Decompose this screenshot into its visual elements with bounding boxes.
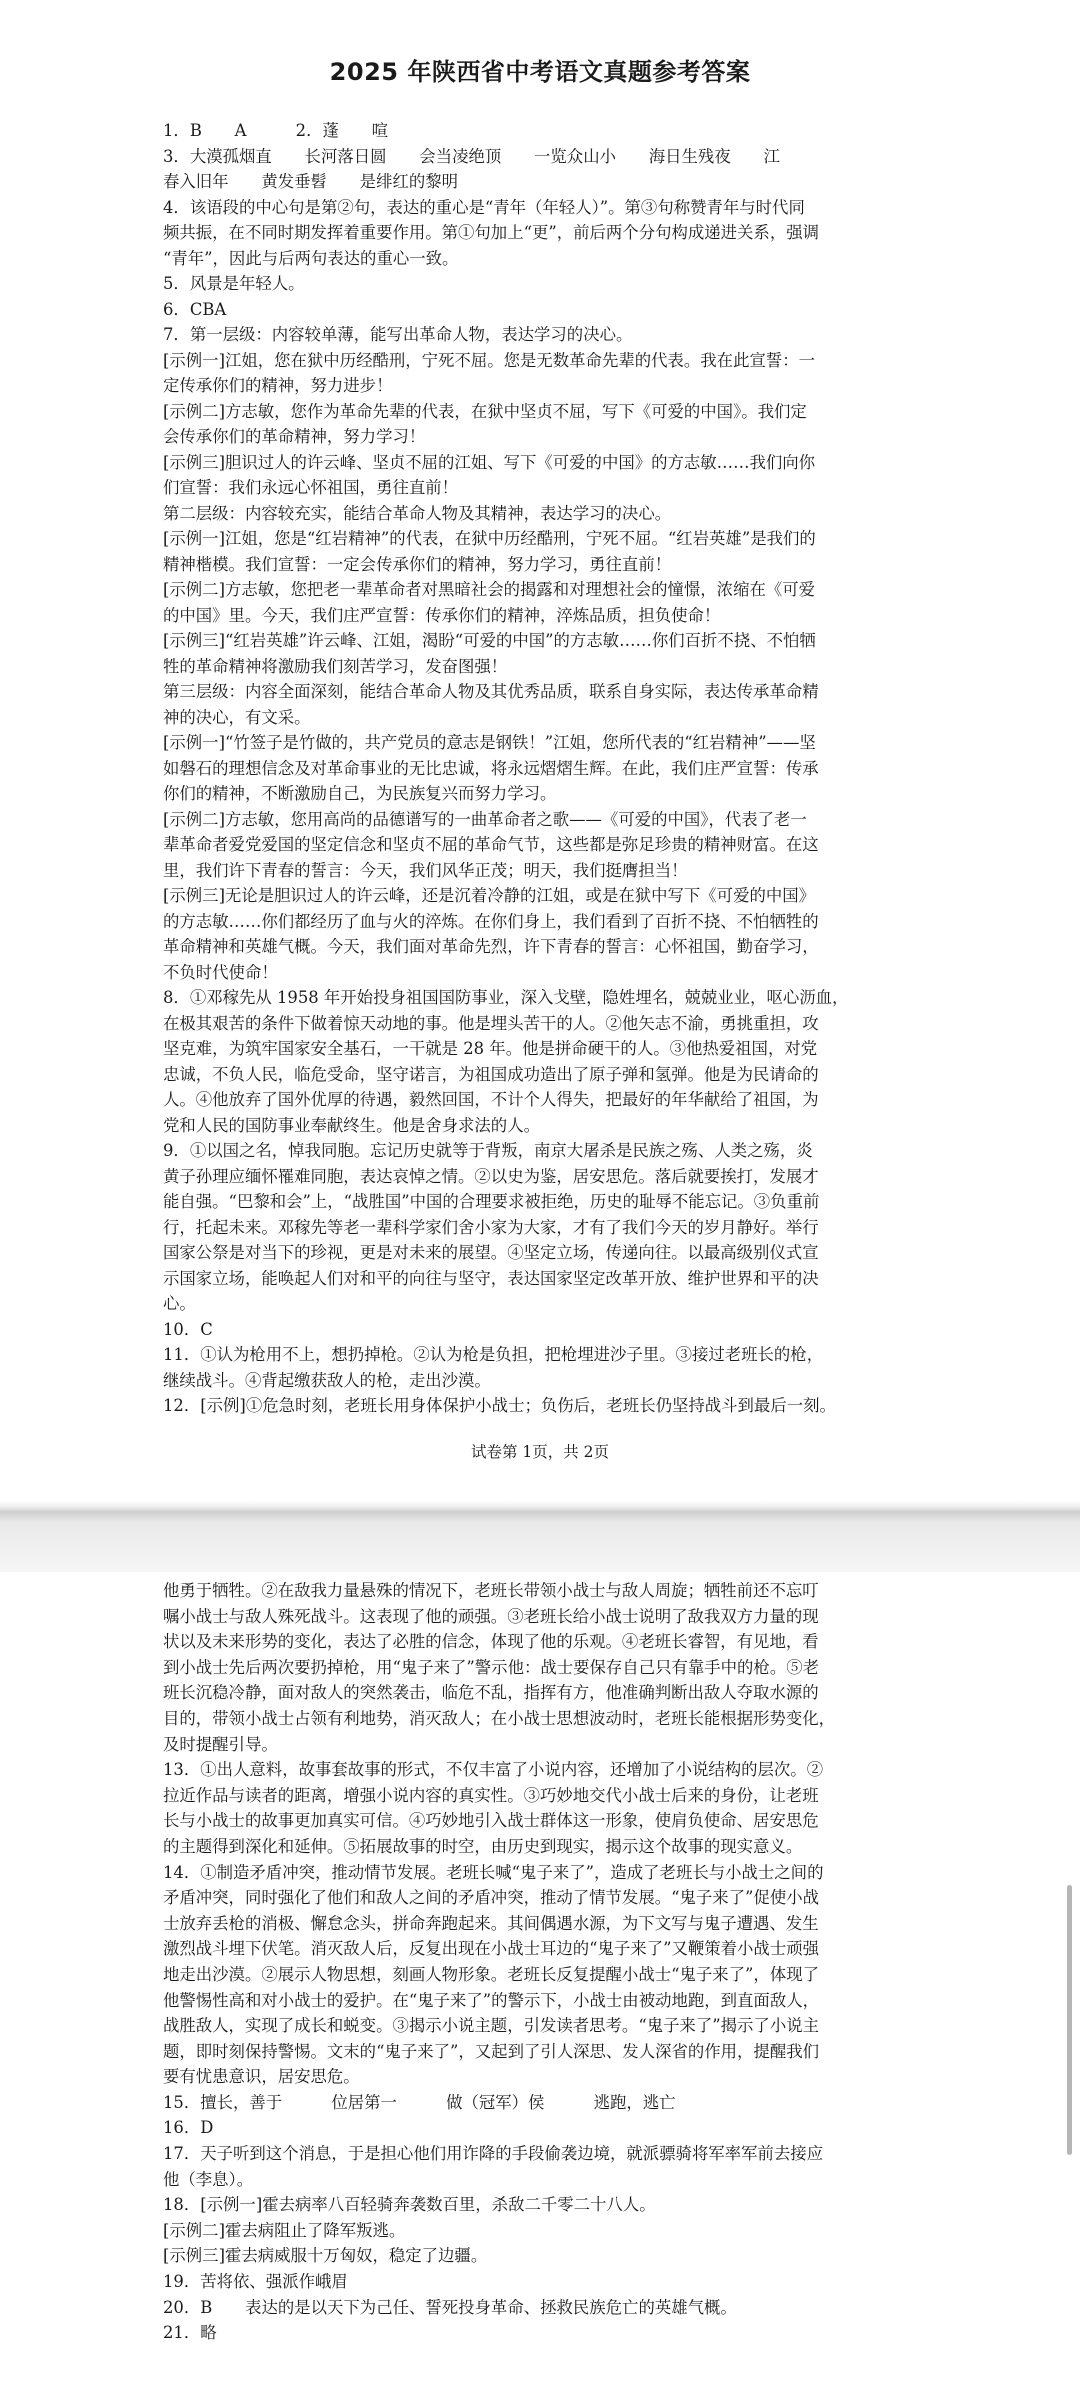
page-separator bbox=[0, 1500, 1080, 1572]
document-page-2 bbox=[0, 1572, 1080, 2396]
text-line: 人。④他放弃了国外优厚的待遇，毅然回国，不计个人得失，把最好的年华献给了祖国，为 bbox=[163, 1090, 819, 1109]
text-line: 定传承你们的精神，努力进步！ bbox=[163, 376, 393, 395]
text-line: 们宣誓：我们永远心怀祖国，勇往直前！ bbox=[163, 478, 459, 497]
text-line: [示例一]江姐，您是“红岩精神”的代表，在狱中历经酷刑，宁死不屈。“红岩英雄”是我们的 bbox=[163, 529, 816, 548]
text-line: 精神楷模。我们宣誓：一定会传承你们的精神，努力学习，勇往直前！ bbox=[163, 554, 672, 574]
text-line: 17．天子听到这个消息，于是担心他们用诈降的手段偷袭边境，就派骠骑将军率军前去接应 bbox=[163, 2144, 824, 2164]
text-line: [示例三]无论是胆识过人的许云峰，还是沉着冷静的江姐，或是在狱中写下《可爱的中国》 bbox=[163, 886, 816, 905]
text-line: 8．①邓稼先从 1958 年开始投身祖国国防事业，深入戈壁，隐姓埋名，兢兢业业，呕心沥血， bbox=[163, 988, 849, 1007]
text-line: [示例二]方志敏，您把老一辈革命者对黑暗社会的揭露和对理想社会的憧憬，浓缩在《可爱 bbox=[163, 580, 816, 599]
text-line: 21．略 bbox=[163, 2323, 217, 2343]
text-line: 班长沉稳冷静，面对敌人的突然袭击，临危不乱，指挥有方，他准确判断出敌人夺取水源的 bbox=[163, 1683, 819, 1703]
text-line: 革命精神和英雄气概。今天，我们面对革命先烈，许下青春的誓言：心怀祖国，勤奋学习， bbox=[163, 937, 819, 956]
text-line: [示例二]方志敏，您用高尚的品德谱写的一曲革命者之歌——《可爱的中国》，代表了老一 bbox=[163, 809, 807, 829]
text-line: 18．[示例一]霍去病率八百轻骑奔袭数百里，杀敌二千零二十八人。 bbox=[163, 2195, 656, 2215]
text-line: 的主题得到深化和延伸。⑤拓展故事的时空，由历史到现实，揭示这个故事的现实意义。 bbox=[163, 1836, 803, 1856]
text-line: 长与小战士的故事更加真实可信。④巧妙地引入战士群体这一形象，使肩负使命、居安思危 bbox=[163, 1811, 819, 1831]
text-line: 9．①以国之名，悼我同胞。忘记历史就等于背叛，南京大屠杀是民族之殇、人类之殇，炎 bbox=[163, 1141, 813, 1160]
text-line: 第二层级：内容较充实，能结合革命人物及其精神，表达学习的决心。 bbox=[163, 503, 672, 523]
text-line: 他警惕性高和对小战士的爱护。在“鬼子来了”的警示下，小战士由被动地跑，到直面敌人， bbox=[163, 1990, 819, 2010]
text-line: 第三层级：内容全面深刻，能结合革命人物及其优秀品质，联系自身实际，表达传承革命精 bbox=[163, 682, 819, 701]
text-line: 14．①制造矛盾冲突，推动情节发展。老班长喊“鬼子来了”，造成了老班长与小战士之间的 bbox=[163, 1862, 824, 1882]
scrollbar-thumb[interactable] bbox=[1067, 1885, 1072, 2155]
text-line: [示例三]“红岩英雄”许云峰、江姐，渴盼“可爱的中国”的方志敏……你们百折不挠、不怕牺 bbox=[163, 631, 816, 650]
text-line: 4．该语段的中心句是第②句，表达的重心是“青年（年轻人）”。第③句称赞青年与时代同 bbox=[163, 197, 805, 217]
text-line: 心。 bbox=[163, 1294, 196, 1313]
text-line: 你们的精神，不断激励自己，为民族复兴而努力学习。 bbox=[163, 784, 557, 803]
text-line: 士放弃丢枪的消极、懈怠念头，拼命奔跑起来。其间偶遇水源，为下文写与鬼子遭遇、发生 bbox=[163, 1913, 819, 1933]
text-line: 7．第一层级：内容较单薄，能写出革命人物，表达学习的决心。 bbox=[163, 325, 633, 344]
text-line: 目的，带领小战士占领有利地势，消灭敌人；在小战士思想波动时，老班长能根据形势变化， bbox=[163, 1708, 836, 1728]
text-line: 嘱小战士与敌人殊死战斗。这表现了他的顽强。③老班长给小战士说明了敌我双方力量的现 bbox=[163, 1606, 819, 1626]
text-line: 1．B A 2．蓬 喧 bbox=[163, 121, 389, 140]
text-line: 矛盾冲突，同时强化了他们和敌人之间的矛盾冲突，推动了情节发展。“鬼子来了”促使小战 bbox=[163, 1888, 819, 1908]
text-line: 13．①出人意料，故事套故事的形式，不仅丰富了小说内容，还增加了小说结构的层次。② bbox=[163, 1760, 824, 1780]
text-line: 他（李息）。 bbox=[163, 2169, 254, 2189]
text-line: 状以及未来形势的变化，表达了必胜的信念，体现了他的乐观。④老班长睿智，有见地，看 bbox=[163, 1632, 819, 1652]
text-line: 11．①认为枪用不上，想扔掉枪。②认为枪是负担，把枪埋进沙子里。③接过老班长的枪， bbox=[163, 1345, 824, 1364]
text-line: 里，我们许下青春的誓言：今天，我们风华正茂；明天，我们挺膺担当！ bbox=[163, 860, 688, 880]
text-line: 神的决心，有文采。 bbox=[163, 707, 311, 727]
text-line: 示国家立场，能唤起人们对和平的向往与坚守，表达国家坚定改革开放、维护世界和平的决 bbox=[163, 1268, 819, 1288]
text-line: 15．擅长，善于 位居第一 做（冠军）侯 逃跑，逃亡 bbox=[163, 2092, 676, 2112]
text-line: 如磐石的理想信念及对革命事业的无比忠诚，将永远熠熠生辉。在此，我们庄严宣誓：传承 bbox=[163, 758, 819, 778]
text-line: [示例二]方志敏，您作为革命先辈的代表，在狱中坚贞不屈，写下《可爱的中国》。我们定 bbox=[163, 401, 807, 421]
text-line: 行，托起未来。邓稼先等老一辈科学家们舍小家为大家，才有了我们今天的岁月静好。举行 bbox=[163, 1217, 819, 1237]
text-line: 的方志敏……你们都经历了血与火的淬炼。在你们身上，我们看到了百折不挠、不怕牺牲的 bbox=[163, 911, 819, 931]
text-line: 牲的革命精神将激励我们刻苦学习，发奋图强！ bbox=[163, 656, 508, 676]
text-line: 的中国》里。今天，我们庄严宣誓：传承你们的精神，淬炼品质，担负使命！ bbox=[163, 605, 721, 625]
text-line: 拉近作品与读者的距离，增强小说内容的真实性。③巧妙地交代小战士后来的身份，让老班 bbox=[163, 1785, 819, 1805]
text-line: [示例一]“竹签子是竹做的，共产党员的意志是钢铁！”江姐，您所代表的“红岩精神”——坚 bbox=[163, 733, 816, 752]
text-line: 能自强。“巴黎和会”上，“战胜国”中国的合理要求被拒绝，历史的耻辱不能忘记。③负重前 bbox=[163, 1192, 820, 1211]
text-line: [示例一]江姐，您在狱中历经酷刑，宁死不屈。您是无数革命先辈的代表。我在此宣誓：一 bbox=[163, 350, 816, 370]
text-line: 6．CBA bbox=[163, 299, 227, 319]
text-line: 19．苦将依、强派作峨眉 bbox=[163, 2272, 348, 2292]
text-line: 春入旧年 黄发垂髫 是绯红的黎明 bbox=[163, 172, 459, 191]
text-line: 他勇于牺牲。②在敌我力量悬殊的情况下，老班长带领小战士与敌人周旋；牺牲前还不忘叮 bbox=[163, 1581, 819, 1600]
text-line: [示例三]胆识过人的许云峰、坚贞不屈的江姐、写下《可爱的中国》的方志敏……我们向你 bbox=[163, 452, 816, 472]
text-line: 12．[示例]①危急时刻，老班长用身体保护小战士；负伤后，老班长仍坚持战斗到最后一刻。 bbox=[163, 1396, 836, 1415]
text-line: 10．C bbox=[163, 1319, 213, 1339]
text-line: 不负时代使命！ bbox=[163, 962, 278, 982]
page-footer: 试卷第 1页，共 2页 bbox=[470, 1443, 610, 1461]
text-line: 国家公祭是对当下的珍视，更是对未来的展望。④坚定立场，传递向往。以最高级别仪式宣 bbox=[163, 1243, 819, 1262]
text-line: 激烈战斗埋下伏笔。消灭敌人后，反复出现在小战士耳边的“鬼子来了”又鞭策着小战士顽强 bbox=[163, 1939, 819, 1959]
text-line: 20．B 表达的是以天下为己任、誓死投身革命、拯救民族危亡的英雄气概。 bbox=[163, 2297, 737, 2317]
text-line: 地走出沙漠。②展示人物思想，刻画人物形象。老班长反复提醒小战士“鬼子来了”，体现了 bbox=[163, 1964, 819, 1984]
text-line: 坚克难，为筑牢国家安全基石，一干就是 28 年。他是拼命硬干的人。③他热爱祖国，对党 bbox=[163, 1039, 818, 1058]
text-line: 辈革命者爱党爱国的坚定信念和坚贞不屈的革命气节，这些都是弥足珍贵的精神财富。在这 bbox=[163, 835, 819, 854]
text-line: [示例二]霍去病阻止了降军叛逃。 bbox=[163, 2220, 406, 2240]
text-line: 忠诚，不负人民，临危受命，坚守诺言，为祖国成功造出了原子弹和氢弹。他是为民请命的 bbox=[163, 1064, 819, 1084]
text-line: 会传承你们的革命精神，努力学习！ bbox=[163, 427, 426, 446]
text-line: 党和人民的国防事业奉献终生。他是舍身求法的人。 bbox=[163, 1115, 540, 1135]
text-line: 黄子孙理应缅怀罹难同胞，表达哀悼之情。②以史为鉴，居安思危。落后就要挨打，发展才 bbox=[163, 1166, 819, 1186]
page-2-answers bbox=[163, 1578, 923, 2346]
text-line: [示例三]霍去病威服十万匈奴，稳定了边疆。 bbox=[163, 2246, 488, 2266]
text-line: 继续战斗。④背起缴获敌人的枪，走出沙漠。 bbox=[163, 1370, 491, 1390]
text-line: 3．大漠孤烟直 长河落日圆 会当凌绝顶 一览众山小 海日生残夜 江 bbox=[163, 146, 780, 166]
text-line: 16．D bbox=[163, 2118, 214, 2138]
text-line: 5．风景是年轻人。 bbox=[163, 274, 305, 293]
text-line: 战胜敌人，实现了成长和蜕变。③揭示小说主题，引发读者思考。“鬼子来了”揭示了小说主 bbox=[163, 2016, 819, 2036]
page-1-answers bbox=[163, 118, 923, 1419]
text-line: 到小战士先后两次要扔掉枪，用“鬼子来了”警示他：战士要保存自己只有靠手中的枪。⑤老 bbox=[163, 1657, 819, 1677]
text-line: 题，即时刻保持警惕。文末的“鬼子来了”，又起到了引人深思、发人深省的作用，提醒我们 bbox=[163, 2041, 819, 2061]
text-line: 频共振，在不同时期发挥着重要作用。第①句加上“更”，前后两个分句构成递进关系，强调 bbox=[163, 223, 819, 242]
document-title: 2025 年陕西省中考语文真题参考答案 bbox=[329, 58, 751, 86]
text-line: 在极其艰苦的条件下做着惊天动地的事。他是埋头苦干的人。②他矢志不渝，勇挑重担，攻 bbox=[163, 1013, 819, 1033]
text-line: 要有忧患意识，居安思危。 bbox=[163, 2067, 360, 2087]
text-line: 及时提醒引导。 bbox=[163, 1734, 278, 1754]
text-line: “青年”，因此与后两句表达的重心一致。 bbox=[163, 248, 459, 268]
